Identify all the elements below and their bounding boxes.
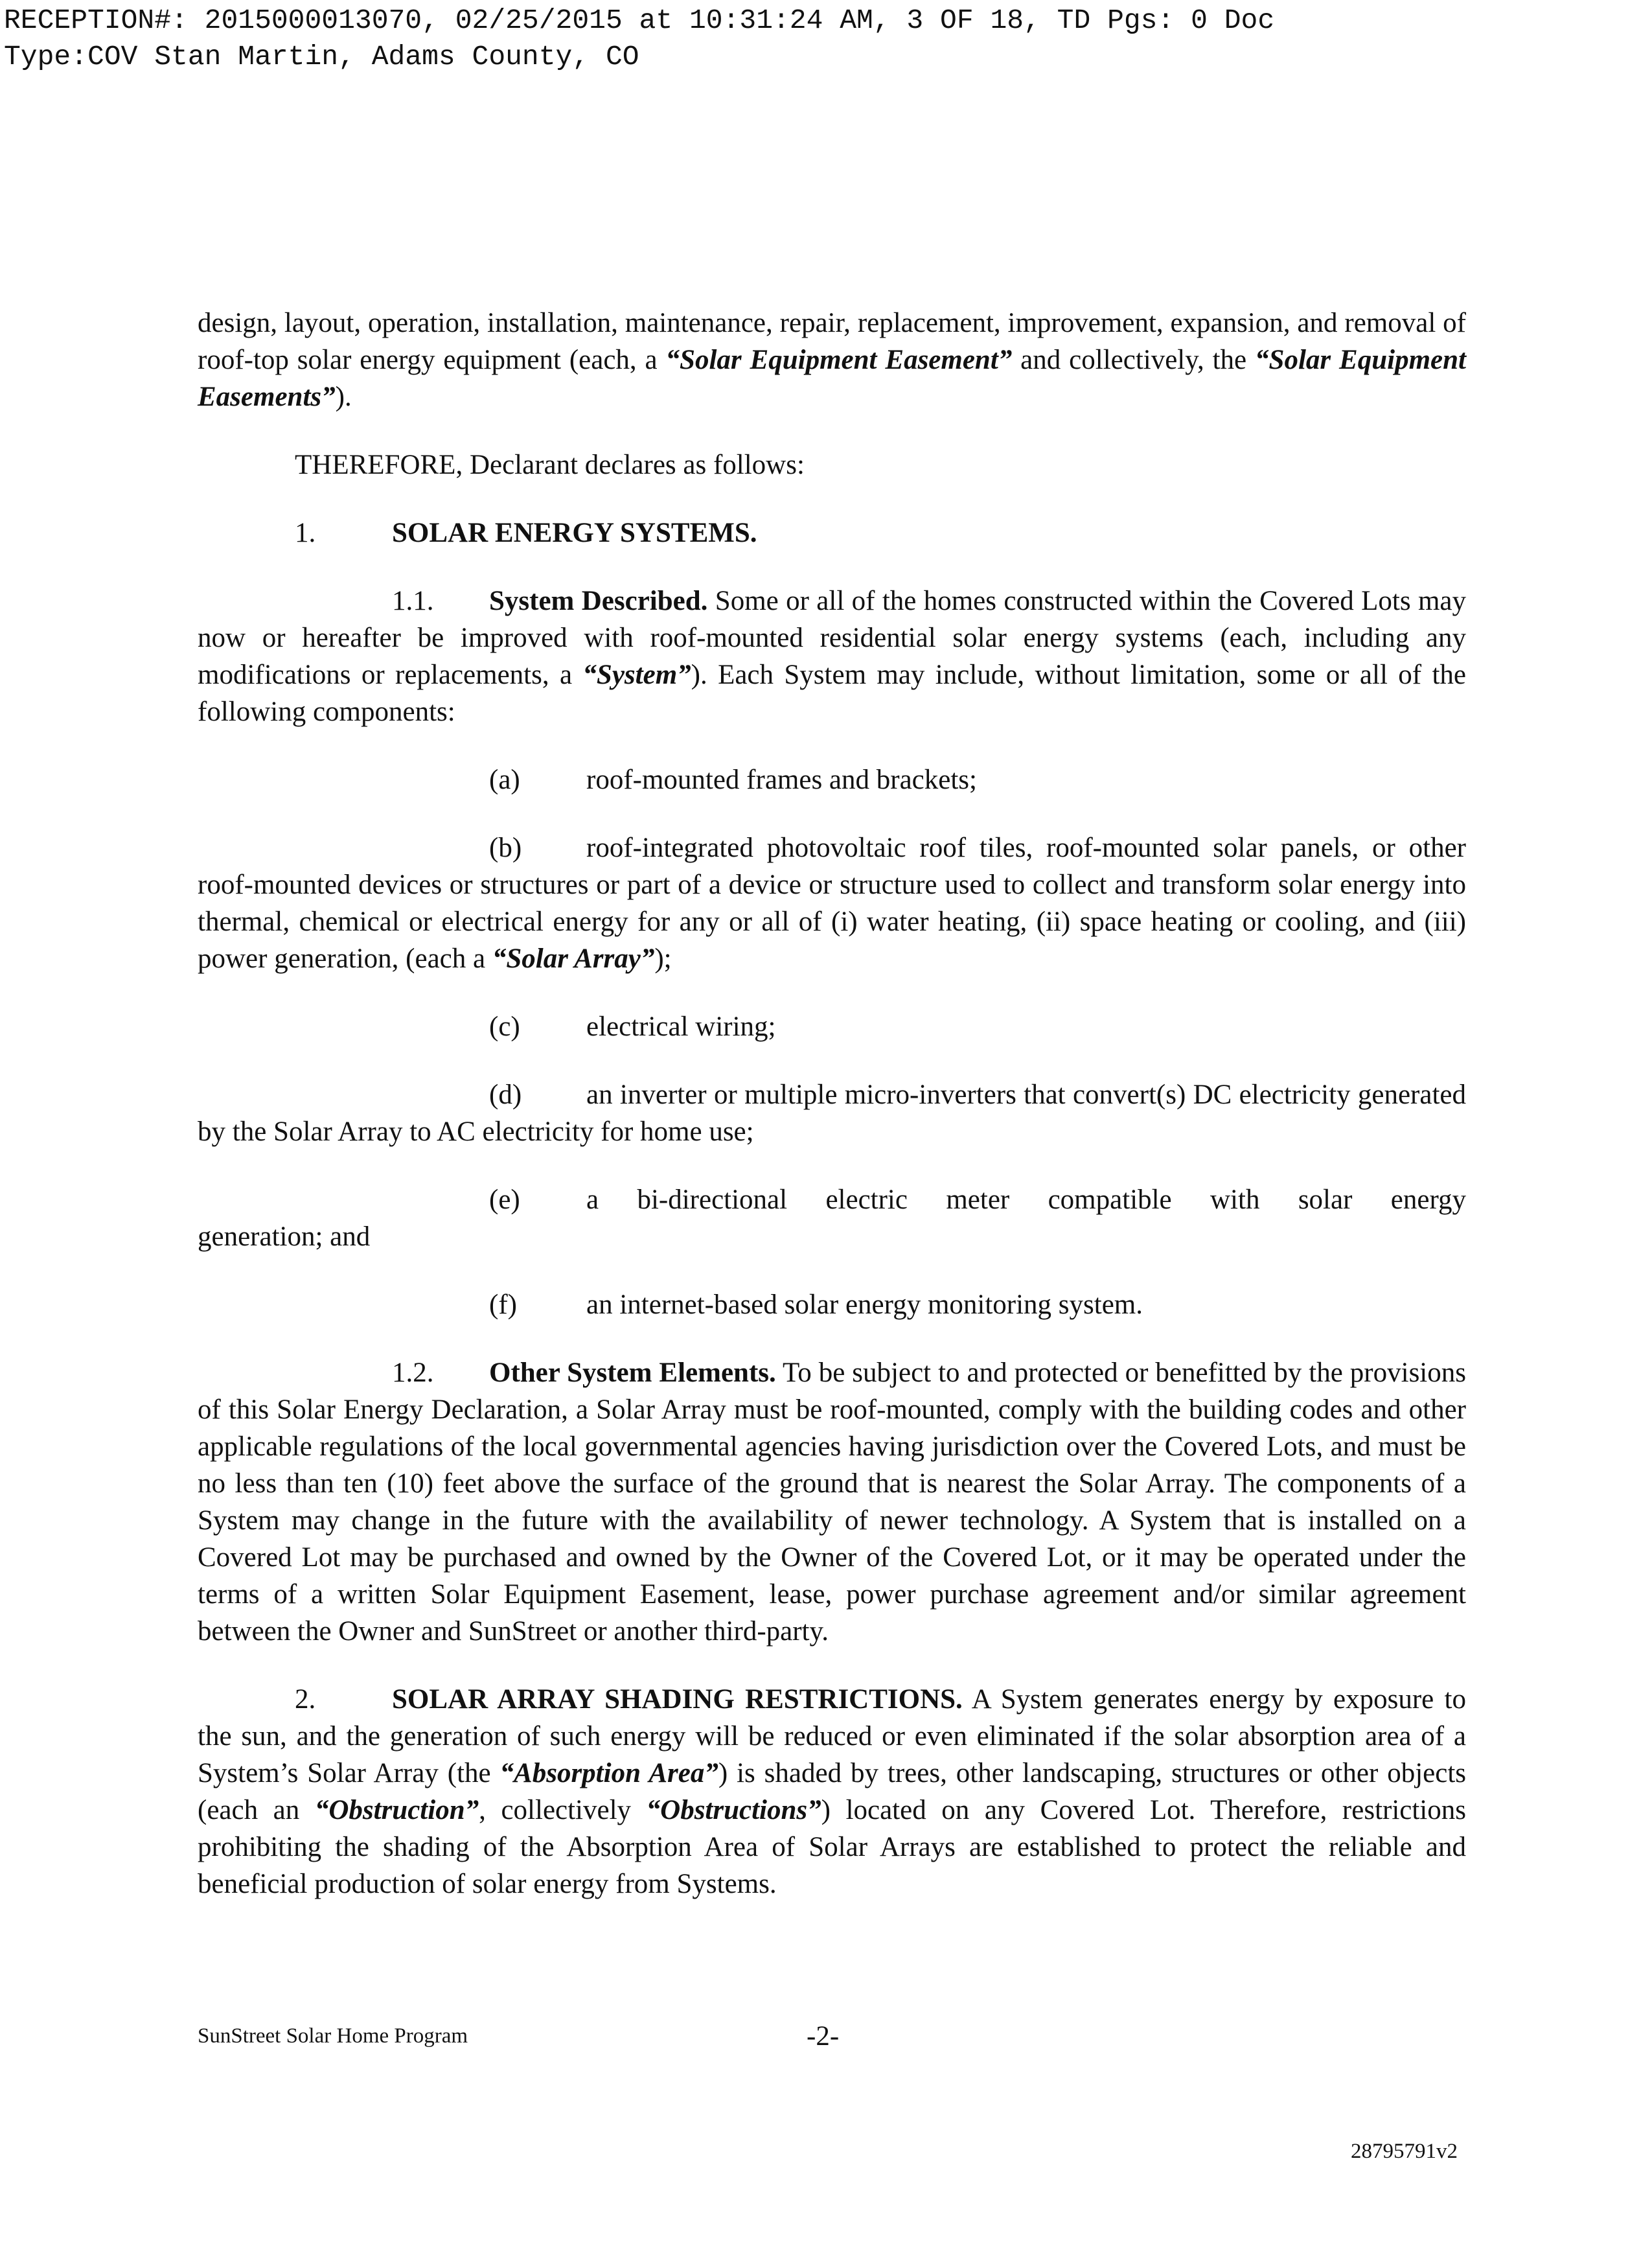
section-1-heading: 1. SOLAR ENERGY SYSTEMS.	[295, 518, 757, 548]
section-2-title: SOLAR ARRAY SHADING RESTRICTIONS.	[392, 1684, 963, 1715]
recording-stamp-line1: RECEPTION#: 2015000013070, 02/25/2015 at 10:31:24 AM, 3 OF 18, TD Pgs: 0 Doc	[4, 5, 1275, 36]
intro-paragraph: design, layout, operation, installation, maintenance, repair, replacement, improvement, expansion, and removal of roof-top solar energy equipment (each, a “Solar Equipment Easement” and collectively, the “Solar Equipment Easements”).	[198, 308, 1466, 412]
therefore-clause: THEREFORE, Declarant declares as follows:	[295, 450, 805, 480]
defined-term: “Solar Equipment Easements”	[198, 345, 1466, 412]
defined-term: “Absorption Area”	[499, 1758, 718, 1788]
section-1-2-title: Other System Elements.	[489, 1358, 776, 1388]
recording-stamp	[4, 3, 1274, 75]
defined-term: “Obstructions”	[646, 1795, 821, 1825]
list-item-a: (a) roof-mounted frames and brackets;	[489, 765, 977, 795]
section-2-paragraph: 2. SOLAR ARRAY SHADING RESTRICTIONS. A System generates energy by exposure to the sun, and the generation of such energy will be reduced or even eliminated if the solar absorption area of a System’s Solar Array (the “Absorption Area”) is shaded by trees, other landscaping, structures or other objects (each an “Obstruction”, collectively “Obstructions”) located on any Covered Lot. Therefore, restrictions prohibiting the shading of the Absorption Area of Solar Arrays are established to protect the reliable and beneficial production of solar energy from Systems.	[198, 1684, 1466, 1899]
section-1-2-paragraph: 1.2. Other System Elements. To be subject to and protected or benefitted by the provisions of this Solar Energy Declaration, a Solar Array must be roof-mounted, comply with the building codes and other applicable regulations of the local governmental agencies having jurisdiction over the Covered Lots, and must be no less than ten (10) feet above the surface of the ground that is nearest the Solar Array. The components of a System may change in the future with the availability of newer technology. A System that is installed on a Covered Lot may be purchased and owned by the Owner of the Covered Lot, or it may be operated under the terms of a written Solar Equipment Easement, lease, power purchase agreement and/or similar agreement between the Owner and SunStreet or another third-party.	[198, 1358, 1466, 1647]
defined-term: “Solar Array”	[492, 943, 655, 974]
list-item-d: (d) an inverter or multiple micro-inverters that convert(s) DC electricity generated by the Solar Array to AC electricity for home use;	[198, 1080, 1466, 1147]
defined-term: “Solar Equipment Easement”	[665, 345, 1013, 375]
defined-term: “System”	[582, 660, 691, 690]
list-item-b: (b) roof-integrated photovoltaic roof tiles, roof-mounted solar panels, or other roof-mounted devices or structures or part of a device or structure used to collect and transform solar energy into thermal, chemical or electrical energy for any or all of (i) water heating, (ii) space heating or cooling, and (iii) power generation, (each a “Solar Array”);	[198, 833, 1466, 974]
document-id: 28795791v2	[1351, 2140, 1458, 2163]
list-item-e: (e) a bi-directional electric meter compatible with solar energy generation; and	[198, 1185, 1466, 1252]
page-number: -2-	[807, 2021, 840, 2052]
defined-term: “Obstruction”	[314, 1795, 479, 1825]
section-1-1-paragraph: 1.1. System Described. Some or all of the homes constructed within the Covered Lots may now or hereafter be improved with roof-mounted residential solar energy systems (each, including any modifications or replacements, a “System”). Each System may include, without limitation, some or all of the following components:	[198, 586, 1466, 727]
section-1-1-title: System Described.	[489, 586, 708, 616]
recording-stamp-line2: Type:COV Stan Martin, Adams County, CO	[4, 41, 639, 73]
list-item-c: (c) electrical wiring;	[489, 1012, 776, 1042]
list-item-f: (f) an internet-based solar energy monitoring system.	[489, 1289, 1143, 1320]
document-body	[198, 305, 1466, 1902]
footer-program-name: SunStreet Solar Home Program	[198, 2024, 468, 2048]
